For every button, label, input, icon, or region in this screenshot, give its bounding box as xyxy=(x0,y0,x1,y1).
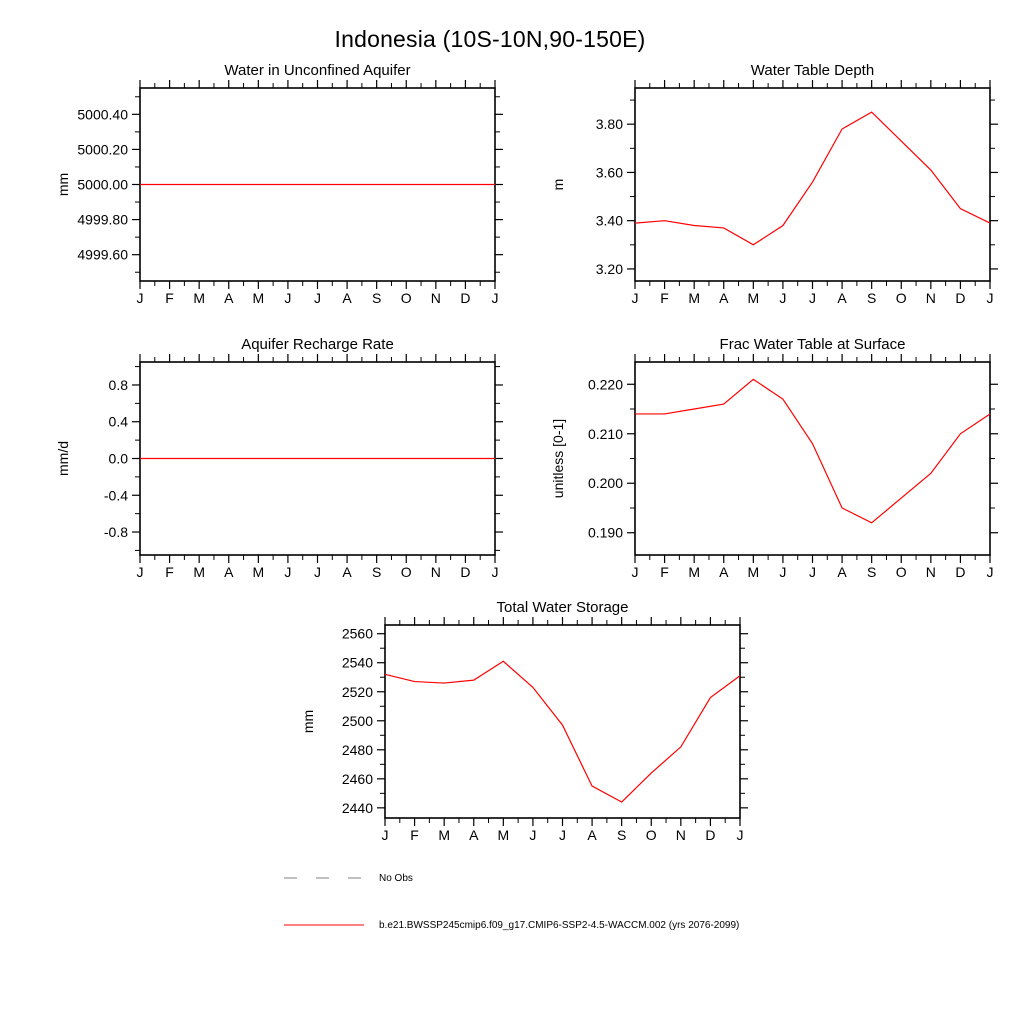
legend-item-no-obs xyxy=(283,872,413,884)
legend-item-model-series xyxy=(283,919,739,931)
x-tick-label: J xyxy=(809,564,816,580)
x-tick-label: J xyxy=(491,290,499,306)
legend-label: No Obs xyxy=(379,872,413,884)
x-tick-label: O xyxy=(400,564,412,580)
y-tick-label: 0.210 xyxy=(587,425,623,442)
y-tick-label: 3.80 xyxy=(595,116,623,133)
y-axis-label: unitless [0-1] xyxy=(550,418,566,499)
x-tick-label: A xyxy=(719,290,729,306)
x-tick-label: A xyxy=(342,564,352,580)
chart-water-in-unconfined-aquifer xyxy=(25,58,525,314)
y-tick-label: 0.200 xyxy=(587,475,623,492)
chart-frac-water-table-at-surface xyxy=(520,332,1020,588)
x-tick-label: J xyxy=(809,290,816,306)
page-title: Indonesia (10S-10N,90-150E) xyxy=(334,26,646,52)
x-tick-label: F xyxy=(165,290,174,306)
model-series-line-swatch xyxy=(283,921,365,929)
y-tick-label: 2560 xyxy=(341,625,373,642)
chart-title: Frac Water Table at Surface xyxy=(719,336,906,353)
x-tick-label: A xyxy=(587,827,597,843)
x-tick-label: S xyxy=(866,564,877,580)
x-tick-label: O xyxy=(895,564,907,580)
plot-frame xyxy=(635,362,990,555)
y-tick-label: 2460 xyxy=(341,770,373,787)
chart-total-water-storage xyxy=(270,595,770,851)
x-tick-label: J xyxy=(284,564,292,580)
x-tick-label: D xyxy=(460,564,471,580)
legend-label: b.e21.BWSSP245cmip6.f09_g17.CMIP6-SSP2-4.5-WACCM.002 (yrs 2076-2099) xyxy=(379,919,740,931)
y-tick-label: 2440 xyxy=(341,799,373,816)
x-tick-label: J xyxy=(736,827,744,843)
y-tick-label: 0.8 xyxy=(108,376,128,393)
plot-water-table-depth xyxy=(520,58,1020,314)
x-tick-label: M xyxy=(438,827,451,843)
chart-title: Water Table Depth xyxy=(750,62,875,79)
y-tick-label: 5000.40 xyxy=(77,106,128,123)
y-axis-label: mm/d xyxy=(55,441,71,476)
x-tick-label: F xyxy=(165,564,174,580)
x-tick-label: A xyxy=(342,290,352,306)
chart-title: Water in Unconfined Aquifer xyxy=(224,62,411,79)
y-tick-label: -0.4 xyxy=(103,487,128,504)
x-tick-label: M xyxy=(252,290,265,306)
y-tick-label: 5000.20 xyxy=(77,141,128,158)
x-tick-label: M xyxy=(688,290,701,306)
x-tick-label: F xyxy=(660,564,669,580)
y-tick-label: 0.0 xyxy=(108,450,128,467)
y-tick-label: 3.60 xyxy=(595,164,623,181)
x-tick-label: A xyxy=(469,827,479,843)
plot-aquifer-recharge-rate xyxy=(25,332,525,588)
y-tick-label: 0.4 xyxy=(108,413,128,430)
y-axis-label: m xyxy=(550,178,566,191)
x-tick-label: J xyxy=(284,290,292,306)
y-axis-label: mm xyxy=(300,709,316,734)
plot-total-water-storage xyxy=(270,595,770,851)
y-tick-label: 2480 xyxy=(341,741,373,758)
x-tick-label: O xyxy=(645,827,657,843)
x-tick-label: M xyxy=(252,564,265,580)
x-tick-label: F xyxy=(410,827,419,843)
x-tick-label: S xyxy=(866,290,877,306)
x-tick-label: N xyxy=(925,564,936,580)
x-tick-label: S xyxy=(616,827,627,843)
x-tick-label: J xyxy=(986,290,994,306)
x-tick-label: N xyxy=(675,827,686,843)
x-tick-label: D xyxy=(705,827,716,843)
x-tick-label: N xyxy=(430,290,441,306)
x-tick-label: J xyxy=(381,827,389,843)
series-line xyxy=(385,661,740,802)
plot-frac-water-table-at-surface xyxy=(520,332,1020,588)
chart-title: Aquifer Recharge Rate xyxy=(241,336,394,353)
x-tick-label: D xyxy=(955,564,966,580)
chart-aquifer-recharge-rate xyxy=(25,332,525,588)
y-tick-label: 5000.00 xyxy=(77,176,128,193)
y-tick-label: -0.8 xyxy=(103,524,128,541)
y-tick-label: 0.220 xyxy=(587,376,623,393)
x-tick-label: N xyxy=(430,564,441,580)
series-line xyxy=(635,379,990,523)
x-tick-label: J xyxy=(559,827,566,843)
x-tick-label: M xyxy=(193,290,206,306)
y-tick-label: 0.190 xyxy=(587,524,623,541)
x-tick-label: J xyxy=(986,564,994,580)
x-tick-label: M xyxy=(747,290,760,306)
x-tick-label: M xyxy=(688,564,701,580)
x-tick-label: J xyxy=(529,827,537,843)
x-tick-label: D xyxy=(955,290,966,306)
x-tick-label: F xyxy=(660,290,669,306)
x-tick-label: J xyxy=(779,290,787,306)
x-tick-label: J xyxy=(314,564,321,580)
x-tick-label: M xyxy=(497,827,510,843)
x-tick-label: M xyxy=(747,564,760,580)
y-axis-label: mm xyxy=(55,172,71,197)
y-tick-label: 3.20 xyxy=(595,260,623,277)
y-tick-label: 2520 xyxy=(341,683,373,700)
plot-water-in-unconfined-aquifer xyxy=(25,58,525,314)
x-tick-label: J xyxy=(491,564,499,580)
y-tick-label: 4999.60 xyxy=(77,246,128,263)
x-tick-label: M xyxy=(193,564,206,580)
x-tick-label: J xyxy=(779,564,787,580)
chart-water-table-depth xyxy=(520,58,1020,314)
x-tick-label: A xyxy=(224,290,234,306)
y-tick-label: 4999.80 xyxy=(77,211,128,228)
x-tick-label: S xyxy=(371,290,382,306)
plot-frame xyxy=(635,88,990,281)
chart-title: Total Water Storage xyxy=(496,599,629,616)
x-tick-label: J xyxy=(136,290,144,306)
y-tick-label: 2500 xyxy=(341,712,373,729)
x-tick-label: O xyxy=(895,290,907,306)
x-tick-label: J xyxy=(314,290,321,306)
y-tick-label: 2540 xyxy=(341,654,373,671)
x-tick-label: D xyxy=(460,290,471,306)
x-tick-label: A xyxy=(837,290,847,306)
no-obs-line-swatch xyxy=(283,874,365,882)
x-tick-label: O xyxy=(400,290,412,306)
series-line xyxy=(635,112,990,245)
x-tick-label: A xyxy=(837,564,847,580)
x-tick-label: J xyxy=(631,290,639,306)
plot-frame xyxy=(385,625,740,818)
x-tick-label: N xyxy=(925,290,936,306)
x-tick-label: A xyxy=(224,564,234,580)
y-tick-label: 3.40 xyxy=(595,212,623,229)
x-tick-label: A xyxy=(719,564,729,580)
x-tick-label: J xyxy=(631,564,639,580)
x-tick-label: J xyxy=(136,564,144,580)
x-tick-label: S xyxy=(371,564,382,580)
